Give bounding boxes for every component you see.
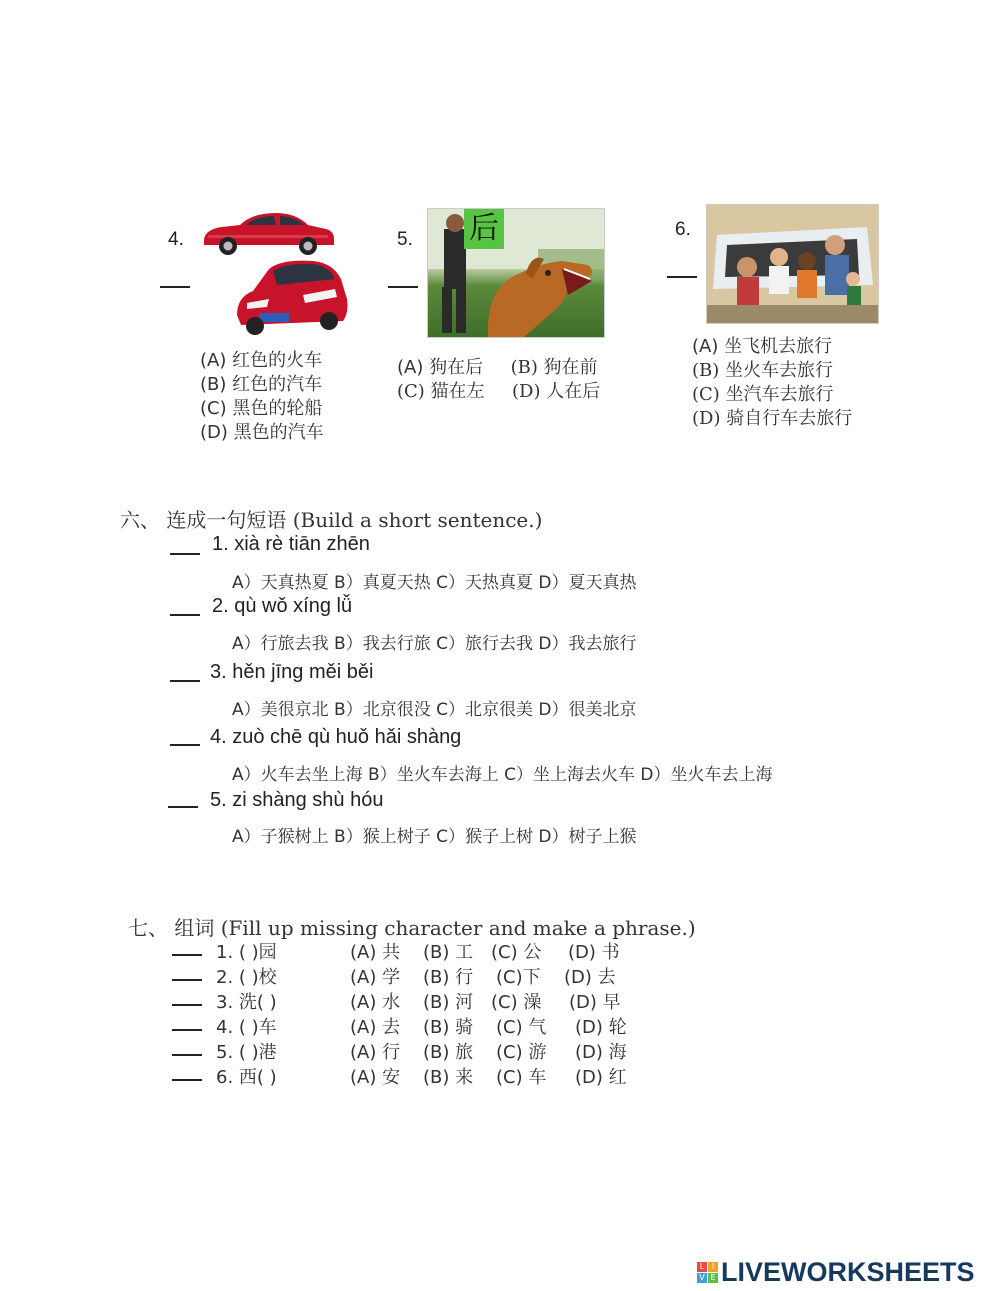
s6-q5-choices: A）子猴树上 B）猴上树子 C）猴子上树 D）树子上猴: [232, 827, 637, 847]
section7-heading: 七、 组词 (Fill up missing character and make a phrase.): [128, 916, 696, 940]
s7-q3-answer-blank[interactable]: [172, 1004, 202, 1006]
s7-q3-label: 3. 洗( ): [216, 992, 277, 1013]
s7-q2-option-d[interactable]: (D) 去: [564, 967, 616, 988]
family-car-trip-image: [706, 204, 879, 324]
logo-badge-l: L: [697, 1262, 707, 1272]
s7-q5-label: 5. ( )港: [216, 1042, 277, 1063]
s7-q3-option-b[interactable]: (B) 河: [423, 992, 474, 1013]
s7-q4-option-b[interactable]: (B) 骑: [423, 1017, 474, 1038]
s7-q6-answer-blank[interactable]: [172, 1079, 202, 1081]
red-car-front-image: [233, 255, 351, 339]
s6-q5-pinyin: 5. zi shàng shù hóu: [210, 789, 384, 811]
s7-q6-option-a[interactable]: (A) 安: [350, 1067, 401, 1088]
s7-q6-option-c[interactable]: (C) 车: [496, 1067, 547, 1088]
liveworksheets-logo: [697, 1257, 975, 1287]
s7-q4-option-a[interactable]: (A) 去: [350, 1017, 401, 1038]
s7-q3-option-c[interactable]: (C) 澡: [491, 992, 542, 1013]
q5-option-b[interactable]: (B) 狗在前: [510, 357, 598, 378]
q5-option-d[interactable]: (D) 人在后: [512, 381, 601, 402]
s7-q5-option-a[interactable]: (A) 行: [350, 1042, 401, 1063]
dog-man-illustration: [428, 209, 604, 337]
s7-q5-option-d[interactable]: (D) 海: [575, 1042, 627, 1063]
q5-answer-blank[interactable]: [388, 286, 418, 288]
s7-q6-option-d[interactable]: (D) 红: [575, 1067, 627, 1088]
s6-q1-pinyin: 1. xià rè tiān zhēn: [212, 533, 370, 555]
s7-q5-option-b[interactable]: (B) 旅: [423, 1042, 474, 1063]
s7-q1-answer-blank[interactable]: [172, 954, 202, 956]
q6-option-d[interactable]: (D) 骑自行车去旅行: [692, 408, 853, 429]
position-label-box: 后: [464, 209, 504, 249]
s7-q4-answer-blank[interactable]: [172, 1029, 202, 1031]
s6-q3-pinyin: 3. hěn jīng měi běi: [210, 661, 374, 683]
s7-q4-option-c[interactable]: (C) 气: [496, 1017, 547, 1038]
q6-option-b[interactable]: (B) 坐火车去旅行: [692, 360, 833, 381]
q5-option-a[interactable]: (A) 狗在后: [397, 357, 484, 378]
s6-q3-answer-blank[interactable]: [170, 680, 200, 682]
q4-option-b[interactable]: (B) 红色的汽车: [200, 374, 323, 395]
s7-q2-answer-blank[interactable]: [172, 979, 202, 981]
s7-q2-option-a[interactable]: (A) 学: [350, 967, 401, 988]
q4-options: [200, 349, 324, 445]
q4-number: 4.: [168, 229, 184, 250]
logo-badge-icon: [697, 1262, 718, 1283]
s7-q2-option-b[interactable]: (B) 行: [423, 967, 474, 988]
q5-number: 5.: [397, 229, 413, 250]
q6-option-c[interactable]: (C) 坐汽车去旅行: [692, 384, 834, 405]
q6-answer-blank[interactable]: [667, 276, 697, 278]
s6-q5-answer-blank[interactable]: [168, 806, 198, 808]
s7-q1-option-a[interactable]: (A) 共: [350, 942, 401, 963]
s7-q1-option-d[interactable]: (D) 书: [568, 942, 620, 963]
logo-text: LIVEWORKSHEETS: [721, 1256, 975, 1287]
s6-q4-choices: A）火车去坐上海 B）坐火车去海上 C）坐上海去火车 D）坐火车去上海: [232, 765, 773, 785]
s6-q2-pinyin: 2. qù wǒ xíng lǚ: [212, 595, 353, 617]
s6-q2-answer-blank[interactable]: [170, 614, 200, 616]
q4-answer-blank[interactable]: [160, 286, 190, 288]
s7-q6-label: 6. 西( ): [216, 1067, 277, 1088]
q6-option-a[interactable]: (A) 坐飞机去旅行: [692, 336, 833, 357]
s7-q6-option-b[interactable]: (B) 来: [423, 1067, 474, 1088]
s7-q5-answer-blank[interactable]: [172, 1054, 202, 1056]
q5-option-c[interactable]: (C) 猫在左: [397, 381, 485, 402]
s7-q1-option-b[interactable]: (B) 工: [423, 942, 474, 963]
s6-q4-answer-blank[interactable]: [170, 744, 200, 746]
s7-q2-label: 2. ( )校: [216, 967, 277, 988]
s7-q1-option-c[interactable]: (C) 公: [491, 942, 542, 963]
s7-q3-option-d[interactable]: (D) 早: [569, 992, 621, 1013]
s6-q3-choices: A）美很京北 B）北京很没 C）北京很美 D）很美北京: [232, 700, 637, 720]
s7-q4-option-d[interactable]: (D) 轮: [575, 1017, 627, 1038]
s7-q3-option-a[interactable]: (A) 水: [350, 992, 401, 1013]
logo-badge-v: V: [697, 1273, 707, 1283]
s7-q1-label: 1. ( )园: [216, 942, 277, 963]
q4-option-d[interactable]: (D) 黑色的汽车: [200, 422, 324, 443]
s6-q2-choices: A）行旅去我 B）我去行旅 C）旅行去我 D）我去旅行: [232, 634, 637, 654]
s6-q1-choices: A）天真热夏 B）真夏天热 C）天热真夏 D）夏天真热: [232, 573, 637, 593]
logo-badge-i: I: [708, 1262, 718, 1272]
family-car-illustration: [707, 205, 878, 323]
s7-q2-option-c[interactable]: (C)下: [496, 967, 541, 988]
q5-options: [397, 356, 600, 404]
q6-number: 6.: [675, 219, 691, 240]
s7-q4-label: 4. ( )车: [216, 1017, 277, 1038]
logo-badge-e: E: [708, 1273, 718, 1283]
s7-q5-option-c[interactable]: (C) 游: [496, 1042, 547, 1063]
q6-options: [692, 335, 852, 431]
dog-man-image: [427, 208, 605, 338]
s6-q4-pinyin: 4. zuò chē qù huǒ hǎi shàng: [210, 726, 462, 748]
s6-q1-answer-blank[interactable]: [170, 553, 200, 555]
q4-option-a[interactable]: (A) 红色的火车: [200, 350, 323, 371]
section6-heading: 六、 连成一句短语 (Build a short sentence.): [120, 508, 543, 532]
q4-option-c[interactable]: (C) 黑色的轮船: [200, 398, 323, 419]
red-car-side-image: [198, 205, 338, 257]
